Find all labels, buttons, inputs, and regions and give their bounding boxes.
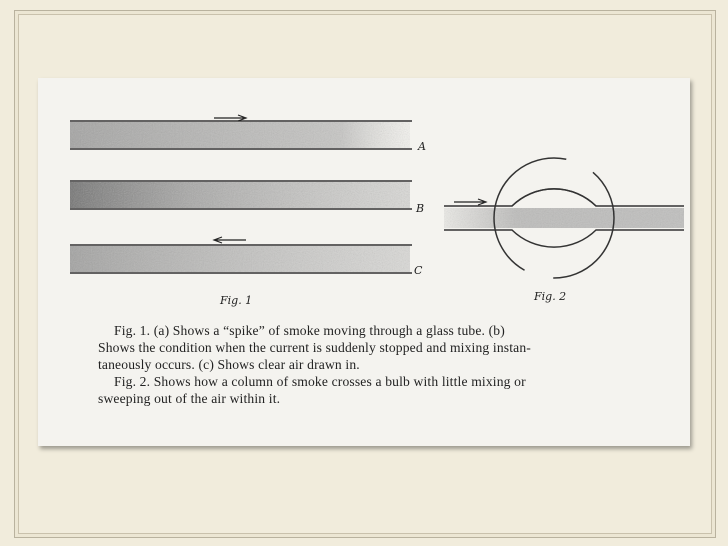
caption-line-3: taneously occurs. (c) Shows clear air drawn in.	[98, 357, 360, 372]
caption-line-1: Fig. 1. (a) Shows a “spike” of smoke moving through a glass tube. (b)	[114, 323, 505, 338]
fig2-label: Fig. 2	[534, 290, 567, 303]
tube-label-c: C	[414, 264, 423, 277]
tube-b	[70, 181, 412, 209]
caption-line-4: Fig. 2. Shows how a column of smoke crosses a bulb with little mixing or	[114, 374, 526, 389]
arrow-left-icon	[214, 237, 246, 243]
figure-caption	[98, 322, 664, 407]
caption-line-2: Shows the condition when the current is suddenly stopped and mixing instan-	[98, 340, 531, 355]
arrow-right-icon	[214, 115, 246, 121]
tube-c	[70, 237, 412, 273]
figure-photo	[38, 78, 690, 446]
tube-label-a: A	[418, 140, 426, 153]
tube-a	[70, 115, 412, 149]
fig1-label: Fig. 1	[220, 294, 253, 307]
caption-line-5: sweeping out of the air within it.	[98, 391, 281, 406]
arrow-right-icon	[454, 199, 486, 205]
bulb-tube	[444, 158, 684, 278]
tube-label-b: B	[416, 202, 425, 215]
